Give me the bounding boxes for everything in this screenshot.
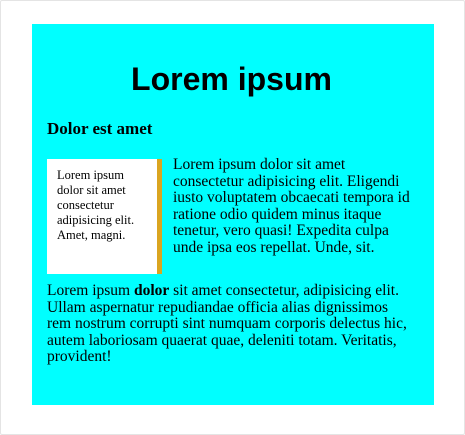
content-card bbox=[32, 24, 434, 405]
aside-box: Lorem ipsum dolor sit amet consectetur adipisicing elit. Amet, magni. bbox=[47, 159, 162, 274]
page-title: Lorem ipsum bbox=[131, 61, 332, 97]
body-text-end: sit amet consectetur, adipisicing elit. Ullam aspernatur repudiandae officia alias dignissimos rem nostrum corrupti sint numquam corporis delectus hic, autem laboriosam quaerat quae, deleniti totam. Veritatis, provident! bbox=[47, 282, 407, 365]
lead-paragraph: Lorem ipsum dolor sit amet consectetur adipisicing elit. Eligendi iusto voluptatem obcaecati tempora id ratione odio quidem minus itaque tenetur, vero quasi! Expedita culpa unde ipsa eos repellat. Unde, sit. bbox=[173, 156, 410, 256]
body-paragraph bbox=[47, 283, 412, 366]
content-row bbox=[47, 156, 412, 274]
section-subtitle: Dolor est amet bbox=[47, 119, 153, 138]
body-text-start: Lorem ipsum bbox=[47, 282, 134, 299]
body-text-bold: dolor bbox=[133, 282, 170, 299]
